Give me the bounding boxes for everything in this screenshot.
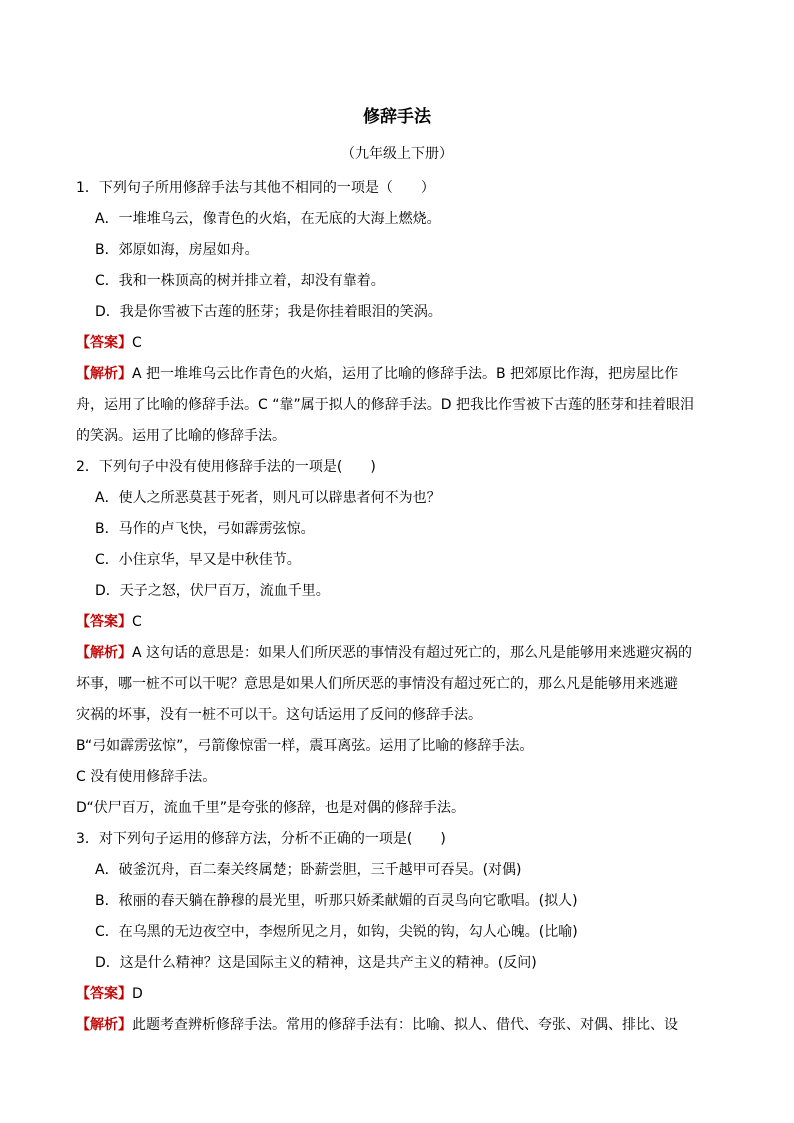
explanation-line: 的笑涡。运用了比喻的修辞手法。 — [76, 428, 286, 444]
question-3-stem: 3．对下列句子运用的修辞方法，分析不正确的一项是( ) — [76, 831, 446, 847]
explanation-line: A 这句话的意思是：如果人们所厌恶的事情没有超过死亡的，那么凡是能够用来逃避灾祸的 — [132, 645, 693, 661]
question-2-option-c: C．小住京华，早又是中秋佳节。 — [95, 552, 301, 568]
explanation-line: 坏事，哪一桩不可以干呢？意思是如果人们所厌恶的事情没有超过死亡的，那么凡是能够用来逃避 — [76, 676, 678, 692]
question-1-option-c: C．我和一株顶高的树并排立着，却没有靠着。 — [95, 273, 385, 289]
question-1-stem: 1．下列句子所用修辞手法与其他不相同的一项是（ ） — [76, 180, 435, 196]
answer-value: C — [132, 614, 142, 630]
question-list — [76, 173, 726, 1041]
question-2-option-d: D．天子之怒，伏尸百万，流血千里。 — [95, 583, 330, 599]
page-subtitle: （九年级上下册） — [341, 146, 453, 162]
question-1-explanation — [76, 359, 726, 390]
question-1-answer — [76, 328, 726, 359]
question-1-option-d: D．我是你雪被下古莲的胚芽；我是你挂着眼泪的笑涡。 — [95, 304, 442, 320]
explanation-label: 【解析】 — [76, 645, 132, 661]
answer-value: C — [132, 335, 142, 351]
question-2-option-a: A．使人之所恶莫甚于死者，则凡可以辟患者何不为也？ — [95, 490, 441, 506]
question-3-answer — [76, 979, 726, 1010]
answer-label: 【答案】 — [76, 986, 132, 1002]
explanation-line: 此题考查辨析修辞手法。常用的修辞手法有：比喻、拟人、借代、夸张、对偶、排比、设 — [132, 1017, 678, 1033]
explanation-line: 舟，运用了比喻的修辞手法。C “靠”属于拟人的修辞手法。D 把我比作雪被下古莲的胚芽和挂着眼泪 — [76, 397, 694, 413]
explanation-label: 【解析】 — [76, 1017, 132, 1033]
explanation-line: C 没有使用修辞手法。 — [76, 769, 217, 785]
question-2-option-b: B．马作的卢飞快，弓如霹雳弦惊。 — [95, 521, 315, 537]
question-3-explanation — [76, 1010, 726, 1041]
question-3-option-a: A．破釜沉舟，百二秦关终属楚；卧薪尝胆，三千越甲可吞吴。(对偶) — [95, 862, 522, 878]
explanation-label: 【解析】 — [76, 366, 132, 382]
explanation-line: 灾祸的坏事，没有一桩不可以干。这句话运用了反问的修辞手法。 — [76, 707, 482, 723]
question-1-option-b: B．郊原如海，房屋如舟。 — [95, 242, 259, 258]
question-1-option-a: A．一堆堆乌云，像青色的火焰，在无底的大海上燃烧。 — [95, 211, 441, 227]
explanation-line: B“弓如霹雳弦惊”，弓箭像惊雷一样，震耳离弦。运用了比喻的修辞手法。 — [76, 738, 534, 754]
question-3-option-d: D．这是什么精神？这是国际主义的精神，这是共产主义的精神。(反问) — [95, 955, 537, 971]
answer-label: 【答案】 — [76, 614, 132, 630]
question-3-option-c: C．在乌黑的无边夜空中，李煜所见之月，如钩，尖锐的钩，勾人心魄。(比喻) — [95, 924, 578, 940]
explanation-line: A 把一堆堆乌云比作青色的火焰，运用了比喻的修辞手法。B 把郊原比作海，把房屋比作 — [132, 366, 679, 382]
question-2-stem: 2．下列句子中没有使用修辞手法的一项是( ) — [76, 459, 376, 475]
question-2-answer — [76, 607, 726, 638]
page-title: 修辞手法 — [363, 107, 431, 127]
question-2-explanation — [76, 638, 726, 669]
explanation-line: D“伏尸百万，流血千里”是夸张的修辞，也是对偶的修辞手法。 — [76, 800, 465, 816]
question-3-option-b: B．秾丽的春天躺在静穆的晨光里，听那只娇柔献媚的百灵鸟向它歌唱。(拟人) — [95, 893, 578, 909]
answer-label: 【答案】 — [76, 335, 132, 351]
answer-value: D — [132, 986, 143, 1002]
